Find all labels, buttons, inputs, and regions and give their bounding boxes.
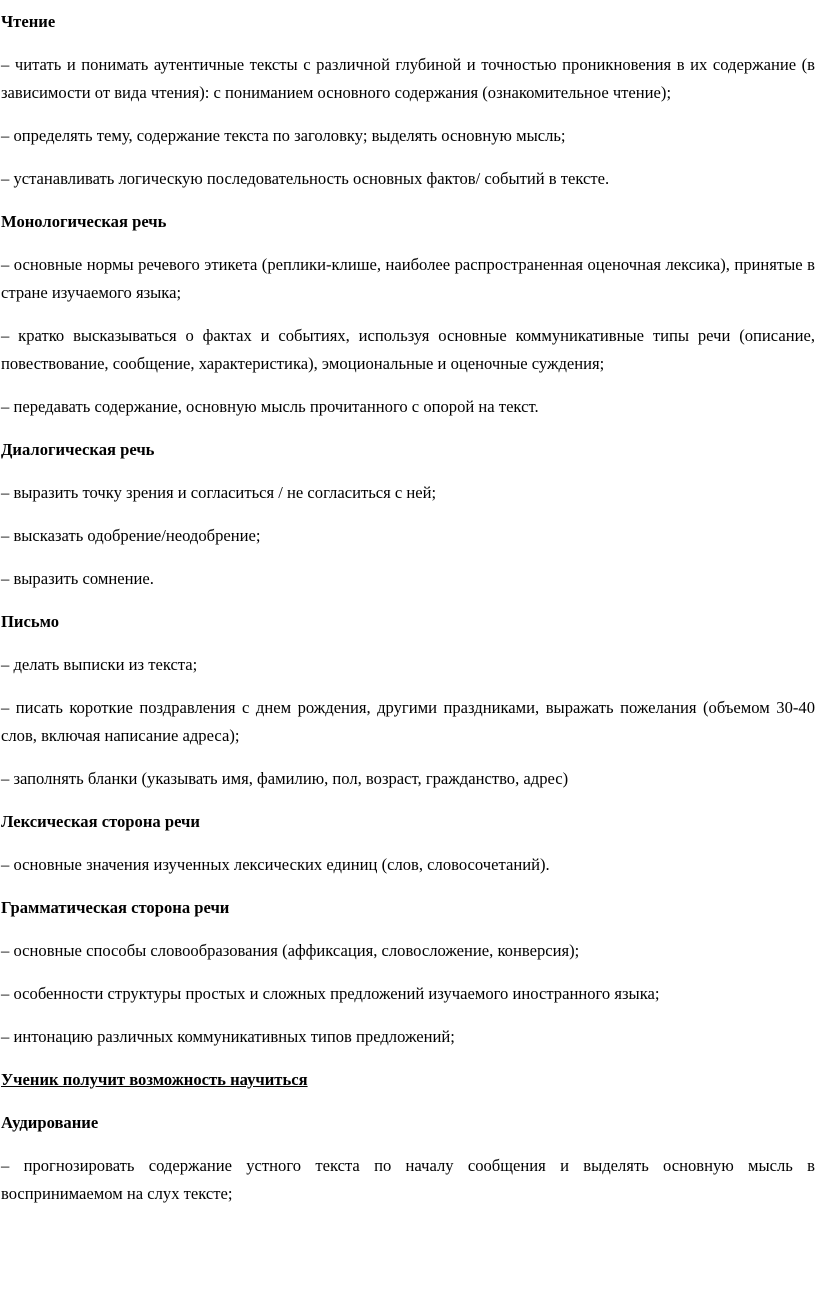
- section-heading-reading: Чтение: [1, 12, 56, 31]
- list-item: – передавать содержание, основную мысль прочитанного с опорой на текст.: [1, 397, 539, 416]
- list-item: – заполнять бланки (указывать имя, фамилию, пол, возраст, гражданство, адрес): [1, 769, 569, 788]
- section-heading-dialogue: Диалогическая речь: [1, 440, 155, 459]
- list-item: – писать короткие поздравления с днем рождения, другими праздниками, выражать пожелания (объемом 30-40 слов, включая написание адреса);: [1, 698, 815, 745]
- list-item: – делать выписки из текста;: [1, 655, 198, 674]
- list-item: – основные значения изученных лексических единиц (слов, словосочетаний).: [1, 855, 550, 874]
- list-item: – прогнозировать содержание устного текста по началу сообщения и выделять основную мысль в воспринимаемом на слух тексте;: [1, 1156, 815, 1203]
- section-heading-lexical: Лексическая сторона речи: [1, 812, 200, 831]
- list-item: – интонацию различных коммуникативных типов предложений;: [1, 1027, 455, 1046]
- list-item: – особенности структуры простых и сложных предложений изучаемого иностранного языка;: [1, 984, 660, 1003]
- list-item: – выразить сомнение.: [1, 569, 154, 588]
- list-item: – устанавливать логическую последовательность основных фактов/ событий в тексте.: [1, 169, 610, 188]
- section-heading-grammar: Грамматическая сторона речи: [1, 898, 230, 917]
- list-item: – определять тему, содержание текста по заголовку; выделять основную мысль;: [1, 126, 566, 145]
- list-item: – основные нормы речевого этикета (реплики-клише, наиболее распространенная оценочная лексика), принятые в стране изучаемого языка;: [1, 255, 815, 302]
- subtitle-heading: Ученик получит возможность научиться: [1, 1070, 308, 1089]
- list-item: – кратко высказываться о фактах и событиях, используя основные коммуникативные типы речи (описание, повествование, сообщение, характеристика), эмоциональные и оценочные суждения;: [1, 326, 815, 373]
- list-item: – выразить точку зрения и согласиться / не согласиться с ней;: [1, 483, 437, 502]
- list-item: – высказать одобрение/неодобрение;: [1, 526, 261, 545]
- list-item: – основные способы словообразования (аффиксация, словосложение, конверсия);: [1, 941, 580, 960]
- section-heading-writing: Письмо: [1, 612, 59, 631]
- section-heading-monologue: Монологическая речь: [1, 212, 167, 231]
- section-heading-listening: Аудирование: [1, 1113, 99, 1132]
- list-item: – читать и понимать аутентичные тексты с различной глубиной и точностью проникновения в их содержание (в зависимости от вида чтения): с пониманием основного содержания (ознакомительное чтение);: [1, 55, 815, 102]
